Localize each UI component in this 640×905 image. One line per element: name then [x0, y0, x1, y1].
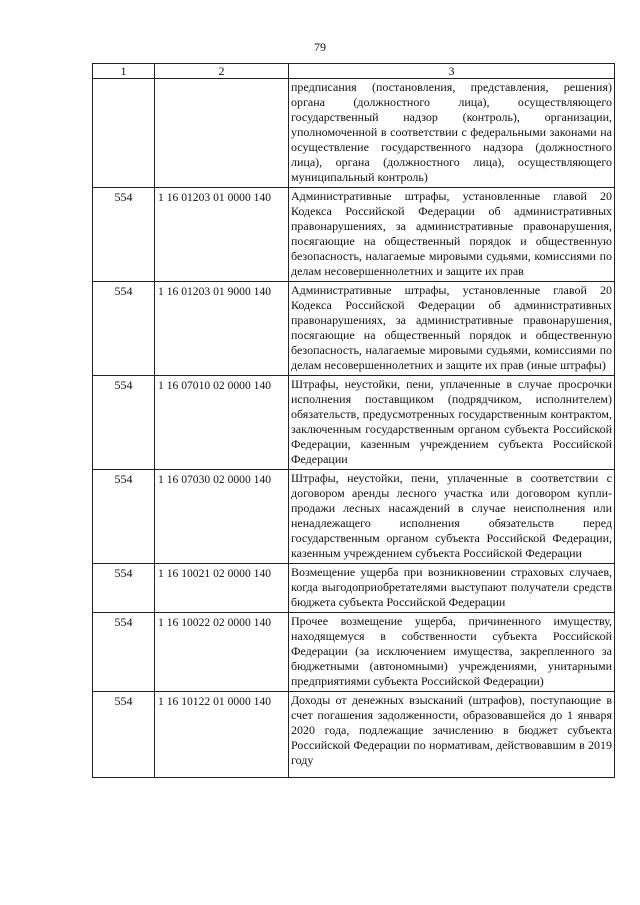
table-row [93, 188, 615, 282]
admin-code-cell: 554 [93, 376, 155, 470]
admin-code-cell: 554 [93, 188, 155, 282]
admin-code-cell: 554 [93, 470, 155, 564]
table-header-row [93, 64, 615, 79]
table-row [93, 470, 615, 564]
revenue-code-cell: 1 16 07030 02 0000 140 [155, 470, 289, 564]
revenue-code-cell: 1 16 10122 01 0000 140 [155, 692, 289, 778]
revenue-code-cell: 1 16 07010 02 0000 140 [155, 376, 289, 470]
column-header-2: 2 [155, 64, 289, 79]
column-header-1: 1 [93, 64, 155, 79]
revenue-code-cell: 1 16 10022 02 0000 140 [155, 613, 289, 692]
column-header-3: 3 [289, 64, 615, 79]
revenue-codes-table [92, 63, 615, 778]
revenue-code-cell: 1 16 01203 01 0000 140 [155, 188, 289, 282]
revenue-code-cell: 1 16 10021 02 0000 140 [155, 564, 289, 613]
table-row [93, 376, 615, 470]
description-cell: Административные штрафы, установленные главой 20 Кодекса Российской Федерации об административных правонарушениях, за административные правонарушения, посягающие на общественный порядок и общественную безопасность, налагаемые мировыми судьями, комиссиями по делам несовершеннолетних и защите их прав [289, 188, 615, 282]
description-cell: Штрафы, неустойки, пени, уплаченные в случае просрочки исполнения поставщиком (подрядчиком, исполнителем) обязательств, предусмотренных государственным контрактом, заключенным государственным органом субъекта Российской Федерации, казенным учреждением субъекта Российской Федерации [289, 376, 615, 470]
table-row [93, 692, 615, 778]
table-row [93, 564, 615, 613]
page-number: 79 [314, 40, 326, 54]
description-cell: предписания (постановления, представления, решения) органа (должностного лица), осуществляющего государственный надзор (контроль), организации, уполномоченной в соответствии с федеральными законами на осуществление государственного надзора (должностного лица), органа (должностного лица), осуществляющего муниципальный контроль) [289, 79, 615, 188]
table-row [93, 613, 615, 692]
description-cell: Штрафы, неустойки, пени, уплаченные в соответствии с договором аренды лесного участка или договором купли-продажи лесных насаждений в случае неисполнения или ненадлежащего исполнения обязательств перед государственным органом субъекта Российской Федерации, казенным учреждением субъекта Российской Федерации [289, 470, 615, 564]
description-cell: Доходы от денежных взысканий (штрафов), поступающие в счет погашения задолженности, образовавшейся до 1 января 2020 года, подлежащие зачислению в бюджет субъекта Российской Федерации по нормативам, действовавшим в 2019 году [289, 692, 615, 778]
admin-code-cell: 554 [93, 613, 155, 692]
table-row [93, 282, 615, 376]
admin-code-cell: 554 [93, 692, 155, 778]
empty-cell [93, 79, 155, 188]
admin-code-cell: 554 [93, 282, 155, 376]
admin-code-cell: 554 [93, 564, 155, 613]
description-cell: Прочее возмещение ущерба, причиненного имуществу, находящемуся в собственности субъекта Российской Федерации (за исключением имущества, закрепленного за бюджетными (автономными) учреждениями, унитарными предприятиями субъекта Российской Федерации) [289, 613, 615, 692]
description-cell: Возмещение ущерба при возникновении страховых случаев, когда выгодоприобретателями выступают получатели средств бюджета субъекта Российской Федерации [289, 564, 615, 613]
revenue-code-cell: 1 16 01203 01 9000 140 [155, 282, 289, 376]
empty-cell [155, 79, 289, 188]
description-cell: Административные штрафы, установленные главой 20 Кодекса Российской Федерации об административных правонарушениях, за административные правонарушения, посягающие на общественный порядок и общественную безопасность, налагаемые мировыми судьями, комиссиями по делам несовершеннолетних и защите их прав (иные штрафы) [289, 282, 615, 376]
table-row-continuation [93, 79, 615, 188]
